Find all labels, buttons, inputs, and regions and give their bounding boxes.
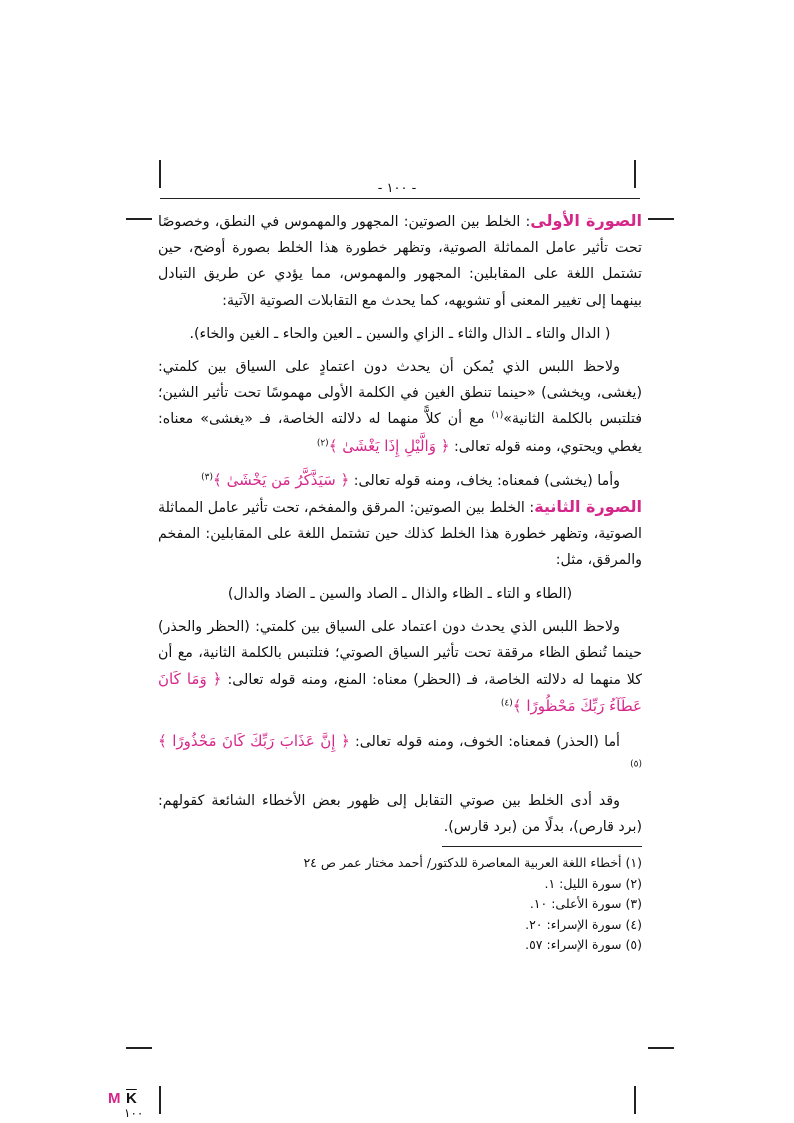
crop-mark <box>648 1047 674 1049</box>
page-number: - ١٠٠ - <box>377 181 417 196</box>
paragraph-text: ولاحظ اللبس الذي يُمكن أن يحدث دون اعتمادٍ على السياق بين كلمتي: (يغشى، ويخشى) «حينما تنطق الغين في الكلمة الأولى مهموسًا تحت تأثير الشين؛ فتلتبس بالكلمة الثانية» <box>158 359 643 428</box>
section-heading: الصورة الأولى <box>530 211 643 230</box>
paragraph-text: مع أن كلاًّ منهما له دلالته الخاصة، فـ «يغشى» معناه: يغطي ويحتوي، ومنه قوله تعالى: <box>158 411 642 455</box>
footnote-rule <box>442 846 642 847</box>
contrast-list: ( الدال والتاء ـ الذال والثاء ـ الزاي والسين ـ العين والحاء ـ الغين والخاء). <box>189 325 611 342</box>
footer-page-number: ١٠٠ <box>124 1106 144 1120</box>
footnote-ref: (٣) <box>201 472 214 483</box>
paragraph-text: : الخلط بين الصوتين: المرقق والمفخم، تحت تأثير عامل المماثلة الصوتية، وتظهر خطورة هذا الخلط كذلك حين تشتمل اللغة على المقابلين: المفخم والمرقق، مثل: <box>158 500 642 569</box>
page-body <box>158 208 642 956</box>
footnote: (٥) سورة الإسراء: ٥٧. <box>525 937 642 953</box>
footnote: (٤) سورة الإسراء: ٢٠. <box>525 916 642 932</box>
quran-verse: ﴿ وَمَا كَانَ عَطَآءُ رَبِّكَ مَحْظُورًا ﴾ <box>158 670 642 716</box>
paragraph-example <box>158 614 642 721</box>
paragraph-example <box>158 728 642 781</box>
footnote: (١) أخطاء اللغة العربية المعاصرة للدكتور/ أحمد مختار عمر ص ٢٤ <box>303 855 642 871</box>
footnote-ref: (١) <box>491 410 504 421</box>
crop-mark <box>648 218 674 220</box>
quran-verse: ﴿ إِنَّ عَذَابَ رَبِّكَ كَانَ مَحْذُورًا ﴾ <box>158 731 350 750</box>
crop-mark <box>126 1047 152 1049</box>
crop-mark <box>634 1086 636 1114</box>
footnote-ref: (٥) <box>630 759 642 770</box>
paragraph-first-image <box>158 208 642 314</box>
printer-mark-m: M <box>108 1090 121 1107</box>
section-heading: الصورة الثانية <box>534 497 642 517</box>
quran-verse: ﴿ وَالَّيْلِ إِذَا يَغْشَىٰ ﴾ <box>328 436 450 455</box>
paragraph-example <box>158 354 642 460</box>
printer-mark-k: $\overline{K}$ <box>126 1090 137 1107</box>
paragraph-text: أما (الحذر) فمعناه: الخوف، ومنه قوله تعالى: <box>349 733 620 750</box>
crop-mark <box>126 218 152 220</box>
paragraph-example <box>158 467 642 494</box>
footnote: (٢) سورة الليل: ١. <box>544 875 642 891</box>
crop-mark <box>159 1086 161 1114</box>
quran-verse: ﴿ سَيَذَّكَّرُ مَن يَخْشَىٰ ﴾ <box>213 470 350 489</box>
paragraph-second-image <box>158 494 642 574</box>
paragraph-text: وأما (يخشى) فمعناه: يخاف، ومنه قوله تعالى: <box>349 472 620 489</box>
paragraph-text: ولاحظ اللبس الذي يحدث دون اعتماد على السياق بين كلمتي: (الحظر والحذر) حينما تُنطق الظاء مرققة تحت تأثير السياق الصوتي؛ فتلتبس بالكلمة الثانية، مع أن كلا منهما له دلالته الخاصة، فـ (الحظر) معناه: المنع، ومنه قوله تعالى: <box>158 618 642 689</box>
contrast-list: (الطاء و التاء ـ الظاء والذال ـ الصاد والسين ـ الضاد والدال) <box>227 585 573 602</box>
footnote-ref: (٤) <box>500 698 513 709</box>
footnote-ref: (٢) <box>316 437 329 448</box>
header-rule <box>160 198 640 199</box>
paragraph-conclusion: وقد أدى الخلط بين صوتي التقابل إلى ظهور بعض الأخطاء الشائعة كقولهم: (برد قارص)، بدلًا من (برد قارس). <box>158 793 642 836</box>
footnote: (٣) سورة الأعلى: ١٠. <box>529 896 642 912</box>
paragraph-text: : الخلط بين الصوتين: المجهور والمهموس في النطق، وخصوصًا تحت تأثير عامل المماثلة الصوتية، وتظهر خطورة هذا الخلط بصورة أوضح، حين تشتمل اللغة على المقابلين: المجهور والمهموس، مما يؤدي عن طريق التبادل بينهما إلى تغيير المعنى أو تشويهه، كما يحدث مع التقابلات الصوتية الآتية: <box>158 214 642 309</box>
